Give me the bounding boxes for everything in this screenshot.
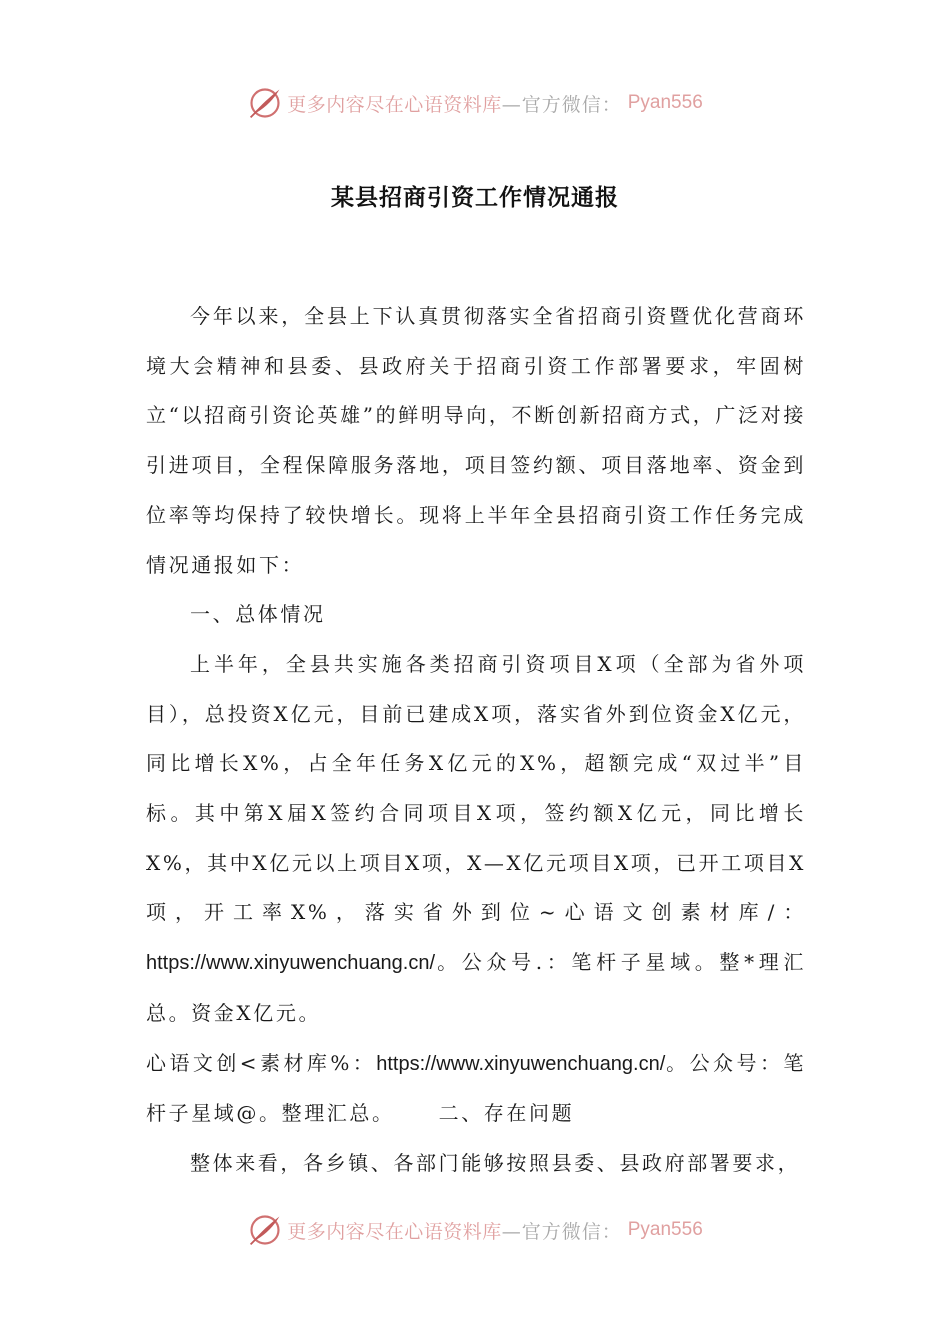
banner-brand-text: 更多内容尽在心语资料库 <box>287 93 502 116</box>
banner-wechat-id: Pyan556 <box>627 92 703 113</box>
overview-text-tail: 。公众号.：笔杆子星域。整*理汇总。资金X亿元。 <box>146 950 806 1025</box>
note-text-tail: 。公众号：笔杆子星域@。整理汇总。 <box>146 1050 806 1126</box>
paragraph-overview <box>146 640 806 1039</box>
section-heading-problems: 二、存在问题 <box>438 1101 575 1126</box>
document-body <box>146 292 806 1189</box>
section-heading-overview: 一、总体情况 <box>190 602 326 627</box>
overview-url: https://www.xinyuwenchuang.cn/ <box>146 952 436 975</box>
banner-wechat-id: Pyan556 <box>627 1219 703 1240</box>
banner-contact-label: —官方微信： <box>501 93 622 116</box>
note-url: https://www.xinyuwenchuang.cn/ <box>376 1052 666 1075</box>
watermark-banner-bottom <box>0 1208 950 1252</box>
document-title: 某县招商引资工作情况通报 <box>331 185 619 211</box>
quill-logo-icon <box>247 85 283 121</box>
paragraph-problems: 整体来看，各乡镇、各部门能够按照县委、县政府部署要求， <box>190 1150 801 1175</box>
banner-contact-label: —官方微信： <box>501 1220 622 1243</box>
watermark-banner-top <box>0 81 950 125</box>
banner-brand-text: 更多内容尽在心语资料库 <box>287 1220 502 1243</box>
paragraph-intro: 今年以来，全县上下认真贯彻落实全省招商引资暨优化营商环境大会精神和县委、县政府关于招商引资工作部署要求，牢固树立“以招商引资论英雄”的鲜明导向，不断创新招商方式，广泛对接引进项目，全程保障服务落地，项目签约额、项目落地率、资金到位率等均保持了较快增长。现将上半年全县招商引资工作任务完成情况通报如下： <box>146 304 806 577</box>
note-text: 心语文创<素材库%： <box>146 1050 377 1075</box>
overview-text: 上半年，全县共实施各类招商引资项目X项（全部为省外项目），总投资X亿元，目前已建成X项，落实省外到位资金X亿元，同比增长X%，占全年任务X亿元的X%，超额完成“双过半”目标。其中第X届X签约合同项目X项，签约额X亿元，同比增长X%，其中X亿元以上项目X项，X—X亿元项目X项，已开工项目X项，开工率X%，落实省外到位~心语文创素材库/： <box>146 651 806 925</box>
paragraph-watermark-note <box>146 1039 806 1139</box>
quill-logo-icon <box>247 1212 283 1248</box>
